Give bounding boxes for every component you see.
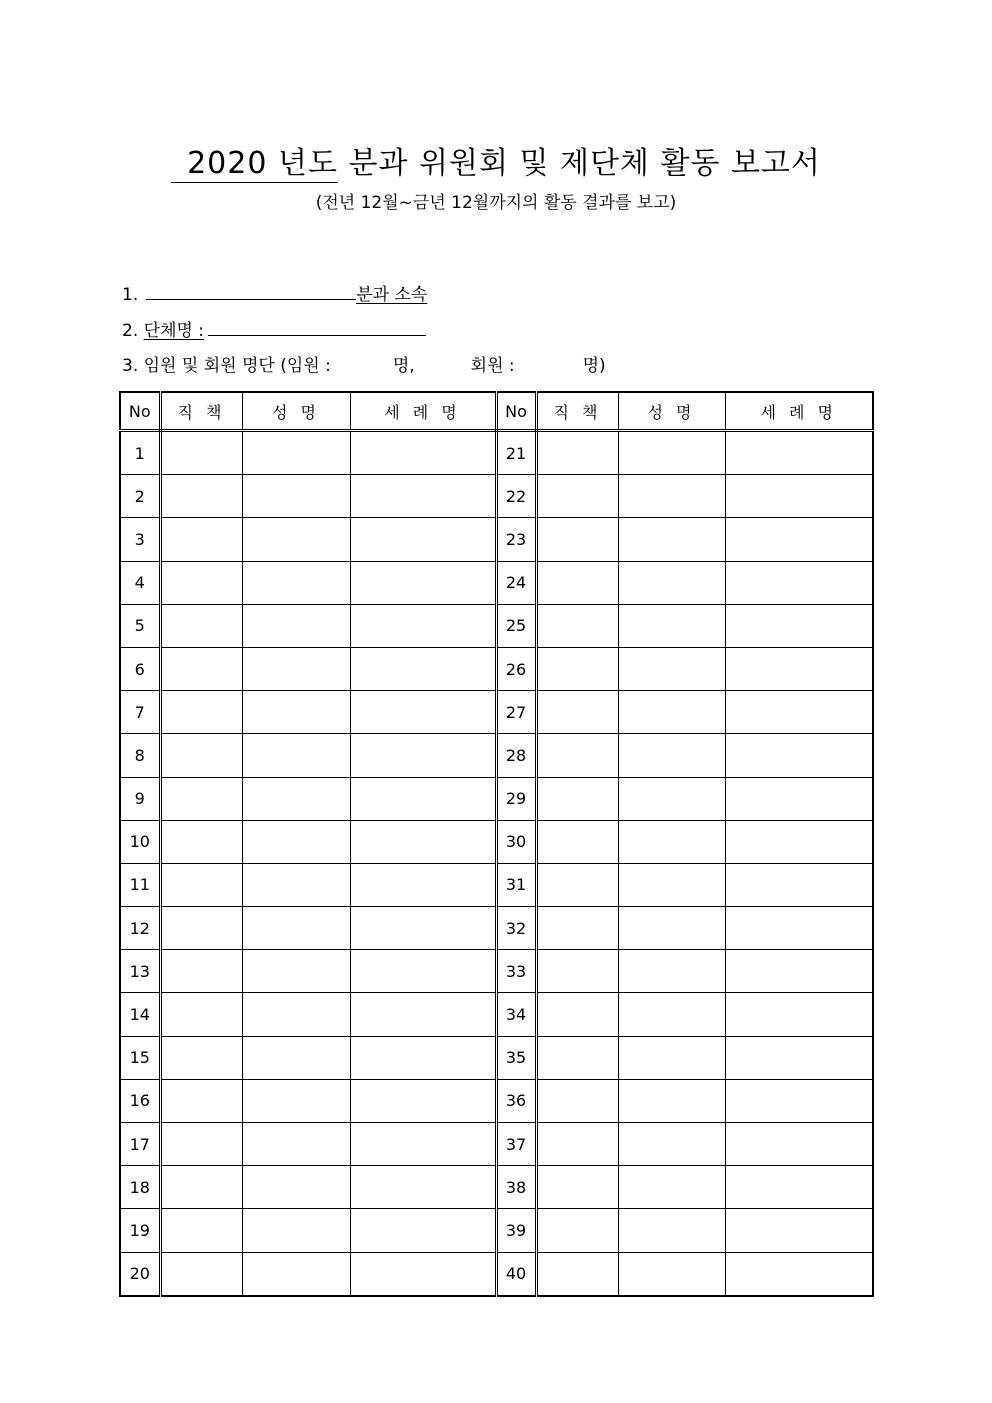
position-cell-left[interactable] <box>160 604 242 647</box>
position-cell-left[interactable] <box>160 1166 242 1209</box>
baptismal-name-cell-right[interactable] <box>725 1079 873 1122</box>
table-row <box>120 691 873 734</box>
baptismal-name-cell-right[interactable] <box>725 431 873 475</box>
row-number-left: 2 <box>120 475 160 518</box>
officer-count-label: 3. 임원 및 회원 명단 (임원 : <box>122 356 331 376</box>
header-baptismal-name-left: 세 례 명 <box>350 392 496 431</box>
row-number-left: 18 <box>120 1166 160 1209</box>
name-cell-left[interactable] <box>242 604 350 647</box>
name-cell-right[interactable] <box>618 691 725 734</box>
position-cell-left[interactable] <box>160 691 242 734</box>
baptismal-name-cell-left[interactable] <box>350 604 496 647</box>
row-number-right: 22 <box>496 475 536 518</box>
division-blank-field[interactable] <box>146 281 356 300</box>
name-cell-right[interactable] <box>618 647 725 690</box>
table-row <box>120 518 873 561</box>
position-cell-left[interactable] <box>160 734 242 777</box>
name-cell-left[interactable] <box>242 475 350 518</box>
document-subtitle: (전년 12월~금년 12월까지의 활동 결과를 보고) <box>315 193 677 213</box>
baptismal-name-cell-right[interactable] <box>725 907 873 950</box>
name-cell-left[interactable] <box>242 993 350 1036</box>
row-number-right: 31 <box>496 863 536 906</box>
name-cell-left[interactable] <box>242 431 350 475</box>
table-row <box>120 863 873 906</box>
name-cell-left[interactable] <box>242 950 350 993</box>
position-cell-right[interactable] <box>536 518 618 561</box>
row-number-right: 30 <box>496 820 536 863</box>
baptismal-name-cell-left[interactable] <box>350 1036 496 1079</box>
table-row <box>120 907 873 950</box>
name-cell-right[interactable] <box>618 1252 725 1296</box>
name-cell-right[interactable] <box>618 907 725 950</box>
position-cell-right[interactable] <box>536 777 618 820</box>
name-cell-left[interactable] <box>242 561 350 604</box>
position-cell-left[interactable] <box>160 777 242 820</box>
baptismal-name-cell-right[interactable] <box>725 777 873 820</box>
name-cell-left[interactable] <box>242 734 350 777</box>
row-number-left: 15 <box>120 1036 160 1079</box>
baptismal-name-cell-left[interactable] <box>350 518 496 561</box>
name-cell-right[interactable] <box>618 561 725 604</box>
position-cell-right[interactable] <box>536 950 618 993</box>
name-cell-left[interactable] <box>242 647 350 690</box>
table-row <box>120 734 873 777</box>
group-name-blank-field[interactable] <box>208 317 426 336</box>
row-number-right: 36 <box>496 1079 536 1122</box>
baptismal-name-cell-left[interactable] <box>350 993 496 1036</box>
baptismal-name-cell-left[interactable] <box>350 691 496 734</box>
position-cell-left[interactable] <box>160 1079 242 1122</box>
baptismal-name-cell-right[interactable] <box>725 1209 873 1252</box>
table-header-row <box>120 392 873 431</box>
position-cell-right[interactable] <box>536 863 618 906</box>
baptismal-name-cell-left[interactable] <box>350 1166 496 1209</box>
table-row <box>120 1079 873 1122</box>
baptismal-name-cell-right[interactable] <box>725 1166 873 1209</box>
row-number-left: 1 <box>120 431 160 475</box>
baptismal-name-cell-right[interactable] <box>725 475 873 518</box>
baptismal-name-cell-right[interactable] <box>725 518 873 561</box>
baptismal-name-cell-left[interactable] <box>350 475 496 518</box>
baptismal-name-cell-left[interactable] <box>350 863 496 906</box>
header-name-right: 성 명 <box>618 392 725 431</box>
header-name-left: 성 명 <box>242 392 350 431</box>
position-cell-right[interactable] <box>536 820 618 863</box>
position-cell-left[interactable] <box>160 1209 242 1252</box>
position-cell-left[interactable] <box>160 1123 242 1166</box>
roster-table <box>119 391 874 1297</box>
row-number-right: 39 <box>496 1209 536 1252</box>
position-cell-right[interactable] <box>536 647 618 690</box>
row-number-right: 21 <box>496 431 536 475</box>
baptismal-name-cell-right[interactable] <box>725 561 873 604</box>
member-count-label: 회원 : <box>470 356 515 376</box>
form-line-division <box>122 280 427 305</box>
name-cell-right[interactable] <box>618 777 725 820</box>
row-number-right: 28 <box>496 734 536 777</box>
baptismal-name-cell-right[interactable] <box>725 1123 873 1166</box>
header-position-right: 직 책 <box>536 392 618 431</box>
name-cell-left[interactable] <box>242 863 350 906</box>
name-cell-right[interactable] <box>618 820 725 863</box>
table-row <box>120 820 873 863</box>
row-number-left: 5 <box>120 604 160 647</box>
baptismal-name-cell-left[interactable] <box>350 734 496 777</box>
form-line-roster-counts <box>122 351 606 376</box>
name-cell-right[interactable] <box>618 993 725 1036</box>
name-cell-left[interactable] <box>242 691 350 734</box>
row-number-right: 38 <box>496 1166 536 1209</box>
baptismal-name-cell-left[interactable] <box>350 1252 496 1296</box>
name-cell-left[interactable] <box>242 518 350 561</box>
row-number-left: 11 <box>120 863 160 906</box>
name-cell-right[interactable] <box>618 1166 725 1209</box>
baptismal-name-cell-left[interactable] <box>350 431 496 475</box>
baptismal-name-cell-right[interactable] <box>725 820 873 863</box>
name-cell-left[interactable] <box>242 907 350 950</box>
baptismal-name-cell-right[interactable] <box>725 1036 873 1079</box>
name-cell-right[interactable] <box>618 950 725 993</box>
table-row <box>120 950 873 993</box>
name-cell-left[interactable] <box>242 820 350 863</box>
member-count-unit: 명) <box>582 356 606 376</box>
group-name-label: 단체명 : <box>143 321 205 341</box>
officer-count-unit: 명, <box>392 356 415 376</box>
baptismal-name-cell-left[interactable] <box>350 561 496 604</box>
baptismal-name-cell-left[interactable] <box>350 950 496 993</box>
row-number-left: 12 <box>120 907 160 950</box>
row-number-right: 27 <box>496 691 536 734</box>
name-cell-left[interactable] <box>242 1209 350 1252</box>
position-cell-left[interactable] <box>160 863 242 906</box>
title-text: 분과 위원회 및 제단체 활동 보고서 <box>348 146 821 181</box>
name-cell-right[interactable] <box>618 604 725 647</box>
row-number-right: 32 <box>496 907 536 950</box>
baptismal-name-cell-right[interactable] <box>725 647 873 690</box>
table-row <box>120 1166 873 1209</box>
position-cell-right[interactable] <box>536 561 618 604</box>
header-baptismal-name-right: 세 례 명 <box>725 392 873 431</box>
position-cell-right[interactable] <box>536 691 618 734</box>
position-cell-right[interactable] <box>536 431 618 475</box>
row-number-left: 4 <box>120 561 160 604</box>
row-number-right: 33 <box>496 950 536 993</box>
name-cell-left[interactable] <box>242 1123 350 1166</box>
header-position-left: 직 책 <box>160 392 242 431</box>
name-cell-right[interactable] <box>618 475 725 518</box>
baptismal-name-cell-left[interactable] <box>350 1209 496 1252</box>
position-cell-left[interactable] <box>160 907 242 950</box>
table-row <box>120 475 873 518</box>
position-cell-left[interactable] <box>160 431 242 475</box>
table-row <box>120 1252 873 1296</box>
line2-number: 2. <box>122 321 139 341</box>
table-row <box>120 1123 873 1166</box>
position-cell-left[interactable] <box>160 993 242 1036</box>
row-number-left: 6 <box>120 647 160 690</box>
table-row <box>120 993 873 1036</box>
title-year: 2020 년도 <box>171 146 338 183</box>
row-number-left: 10 <box>120 820 160 863</box>
table-row <box>120 431 873 475</box>
baptismal-name-cell-left[interactable] <box>350 1079 496 1122</box>
position-cell-left[interactable] <box>160 647 242 690</box>
line1-number: 1. <box>122 285 139 305</box>
name-cell-right[interactable] <box>618 734 725 777</box>
row-number-left: 8 <box>120 734 160 777</box>
position-cell-right[interactable] <box>536 1079 618 1122</box>
baptismal-name-cell-right[interactable] <box>725 734 873 777</box>
position-cell-right[interactable] <box>536 734 618 777</box>
table-row <box>120 777 873 820</box>
header-no-left: No <box>120 392 160 431</box>
name-cell-left[interactable] <box>242 1166 350 1209</box>
position-cell-left[interactable] <box>160 1036 242 1079</box>
position-cell-right[interactable] <box>536 475 618 518</box>
name-cell-right[interactable] <box>618 431 725 475</box>
position-cell-right[interactable] <box>536 1252 618 1296</box>
row-number-right: 23 <box>496 518 536 561</box>
form-line-group-name <box>122 316 426 341</box>
name-cell-right[interactable] <box>618 1209 725 1252</box>
division-suffix: 분과 소속 <box>356 285 428 305</box>
baptismal-name-cell-left[interactable] <box>350 1123 496 1166</box>
position-cell-right[interactable] <box>536 1166 618 1209</box>
baptismal-name-cell-left[interactable] <box>350 647 496 690</box>
position-cell-right[interactable] <box>536 1036 618 1079</box>
name-cell-left[interactable] <box>242 1036 350 1079</box>
baptismal-name-cell-left[interactable] <box>350 820 496 863</box>
row-number-left: 9 <box>120 777 160 820</box>
name-cell-right[interactable] <box>618 1123 725 1166</box>
position-cell-left[interactable] <box>160 518 242 561</box>
document-title <box>0 138 992 182</box>
position-cell-left[interactable] <box>160 1252 242 1296</box>
baptismal-name-cell-left[interactable] <box>350 777 496 820</box>
row-number-left: 13 <box>120 950 160 993</box>
row-number-right: 26 <box>496 647 536 690</box>
row-number-left: 17 <box>120 1123 160 1166</box>
table-row <box>120 1036 873 1079</box>
name-cell-right[interactable] <box>618 863 725 906</box>
table-row <box>120 604 873 647</box>
position-cell-left[interactable] <box>160 475 242 518</box>
row-number-left: 20 <box>120 1252 160 1296</box>
name-cell-left[interactable] <box>242 1079 350 1122</box>
position-cell-right[interactable] <box>536 907 618 950</box>
baptismal-name-cell-right[interactable] <box>725 1252 873 1296</box>
baptismal-name-cell-right[interactable] <box>725 604 873 647</box>
name-cell-right[interactable] <box>618 518 725 561</box>
row-number-right: 37 <box>496 1123 536 1166</box>
position-cell-right[interactable] <box>536 993 618 1036</box>
row-number-right: 29 <box>496 777 536 820</box>
position-cell-right[interactable] <box>536 604 618 647</box>
position-cell-right[interactable] <box>536 1209 618 1252</box>
row-number-right: 24 <box>496 561 536 604</box>
name-cell-left[interactable] <box>242 1252 350 1296</box>
row-number-right: 40 <box>496 1252 536 1296</box>
baptismal-name-cell-right[interactable] <box>725 950 873 993</box>
table-row <box>120 647 873 690</box>
row-number-right: 25 <box>496 604 536 647</box>
name-cell-right[interactable] <box>618 1079 725 1122</box>
roster-body <box>120 431 873 1296</box>
baptismal-name-cell-right[interactable] <box>725 691 873 734</box>
name-cell-left[interactable] <box>242 777 350 820</box>
row-number-left: 16 <box>120 1079 160 1122</box>
baptismal-name-cell-right[interactable] <box>725 993 873 1036</box>
position-cell-right[interactable] <box>536 1123 618 1166</box>
position-cell-left[interactable] <box>160 561 242 604</box>
position-cell-left[interactable] <box>160 820 242 863</box>
row-number-left: 3 <box>120 518 160 561</box>
row-number-left: 19 <box>120 1209 160 1252</box>
baptismal-name-cell-right[interactable] <box>725 863 873 906</box>
header-no-right: No <box>496 392 536 431</box>
table-row <box>120 561 873 604</box>
table-row <box>120 1209 873 1252</box>
name-cell-right[interactable] <box>618 1036 725 1079</box>
row-number-right: 34 <box>496 993 536 1036</box>
row-number-right: 35 <box>496 1036 536 1079</box>
baptismal-name-cell-left[interactable] <box>350 907 496 950</box>
row-number-left: 14 <box>120 993 160 1036</box>
row-number-left: 7 <box>120 691 160 734</box>
position-cell-left[interactable] <box>160 950 242 993</box>
